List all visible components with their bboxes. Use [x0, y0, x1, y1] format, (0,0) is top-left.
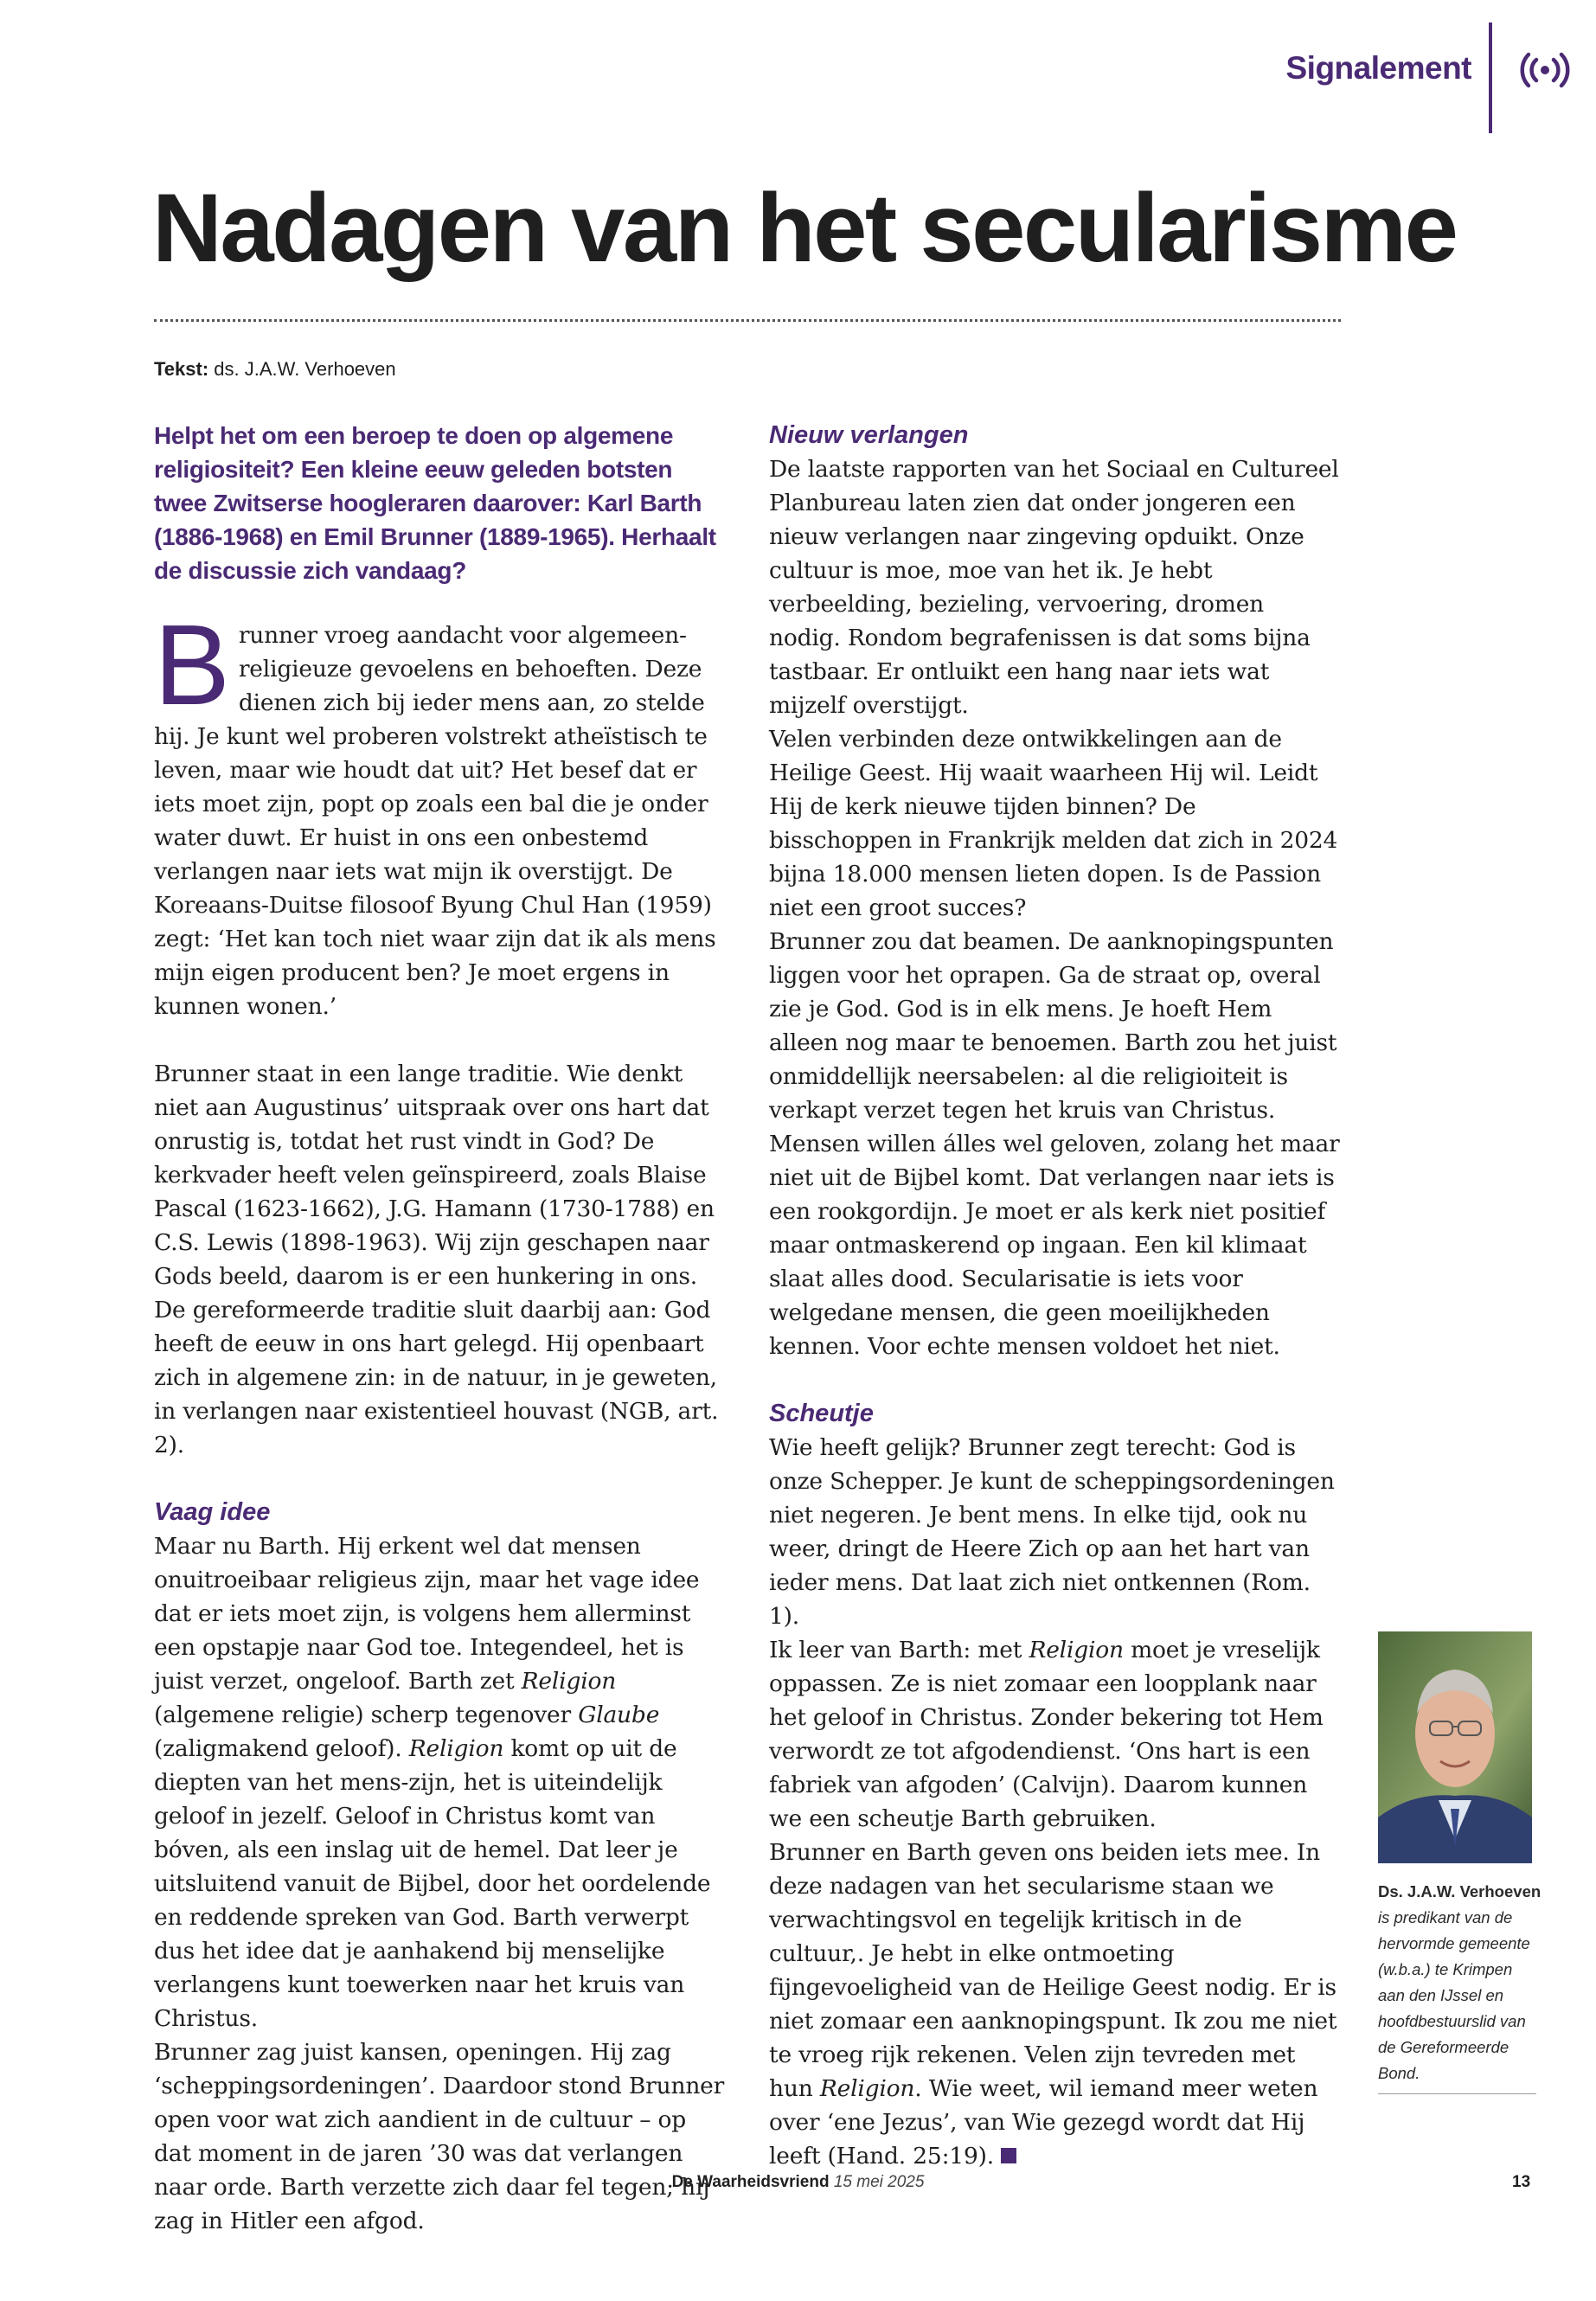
subheading-scheutje: Scheutje — [769, 1400, 874, 1427]
body-paragraph: Wie heeft gelijk? Brunner zegt terecht: God is onze Schepper. Je kunt de scheppingsordeningen niet negeren. Je bent mens. In elke tijd, ook nu weer, dringt de Heere Zich op aan het hart van ieder mens. Dat laat zich niet ontkennen (Rom. 1). — [769, 1434, 1335, 1630]
paragraph-text: Brunner en Barth geven ons beiden iets mee. In deze nadagen van het secularisme staan we verwachtingsvol en tegelijk kritisch in de cultuur,. Je hebt in elke ontmoeting fijngevoeligheid van de Heilige Geest nodig. Er is niet zomaar een aanknopingspunt. Ik zou me niet te vroeg rijk rekenen. Velen zijn tevreden met hun — [769, 1839, 1337, 2102]
body-paragraph: Brunner staat in een lange traditie. Wie denkt niet aan Augustinus’ uitspraak over ons hart dat onrustig is, totdat het rust vindt in God? De kerkvader heeft velen geïnspireerd, zoals Blaise Pascal (1623-1662), J.G. Hamann (1730-1788) en C.S. Lewis (1898-1963). Wij zijn geschapen naar Gods beeld, daarom is er een hunkering in ons. De gereformeerde traditie sluit daarbij aan: God heeft de eeuw in ons hart gelegd. Hij openbaart zich in algemene zin: in de natuur, in je geweten, in verlangen naar existentieel houvast (NGB, art. 2). — [154, 1061, 719, 1458]
body-paragraph — [769, 1836, 1342, 2173]
paragraph-text: (zaligmakend geloof). — [154, 1735, 409, 1762]
page-number: 13 — [1512, 2173, 1531, 2191]
drop-cap: B — [154, 601, 230, 728]
emphasis-religion: Religion — [819, 2075, 915, 2102]
end-of-article-mark — [1001, 2148, 1016, 2163]
paragraph-text: Maar nu Barth. Hij erkent wel dat mensen onuitroeibaar religieus zijn, maar het vage idee dat er iets moet zijn, is volgens hem allerminst een opstapje naar God toe. Integendeel, het is juist verzet, ongeloof. Barth zet — [154, 1533, 700, 1695]
title-divider — [154, 319, 1341, 322]
subheading-vaag-idee: Vaag idee — [154, 1498, 271, 1526]
emphasis-religion: Religion — [408, 1735, 504, 1762]
paragraph-text: runner vroeg aandacht voor algemeen-religieuze gevoelens en behoeften. Deze dienen zich bij ieder mens aan, zo stelde hij. Je kunt wel proberen volstrekt atheïstisch te leven, maar wie houdt dat uit? Het besef dat er iets moet zijn, popt op zoals een bal die je onder water duwt. Er huist in ons een onbestemd verlangen naar iets wat mijn ik overstijgt. De Koreaans-Duitse filosoof Byung Chul Han (1959) zegt: ‘Het kan toch niet waar zijn dat ik als mens mijn eigen producent ben? Je moet ergens in kunnen wonen.’ — [154, 622, 716, 1020]
byline — [154, 358, 396, 381]
paragraph-gap — [769, 1363, 1342, 1397]
issue-date: 15 mei 2025 — [833, 2173, 925, 2191]
paragraph-gap — [154, 1462, 727, 1496]
byline-label: Tekst: — [154, 358, 209, 380]
body-paragraph — [154, 1529, 727, 2035]
section-label: Signalement — [1285, 50, 1471, 86]
paragraph-gap — [154, 1023, 727, 1057]
article-title: Nadagen van het secularisme — [152, 174, 1457, 282]
author-portrait-image — [1378, 1631, 1532, 1863]
paragraph-text: komt op uit de diepten van het mens-zijn, het is uiteindelijk geloof in jezelf. Geloof in Christus komt van bóven, als een inslag uit de hemel. Dat leer je uitsluitend vanuit de Bijbel, door het oordelende en reddende spreken van God. Barth verwerpt dus het idee dat je aanhakend bij menselijke verlangens kunt toewerken naar het kruis van Christus. — [154, 1735, 711, 2032]
emphasis-glaube: Glaube — [578, 1702, 660, 1728]
left-column — [154, 419, 727, 2238]
paragraph-text: Ik leer van Barth: met — [769, 1637, 1029, 1663]
author-photo — [1378, 1631, 1532, 1863]
paragraph-text: moet je vreselijk oppassen. Ze is niet zomaar een loopplank naar het geloof in Christus. Zonder bekering tot Hem verwordt ze tot afgodendienst. ‘Ons hart is een fabriek van afgoden’ (Calvijn). Daarom kunnen we een scheutje Barth gebruiken. — [769, 1637, 1324, 1832]
emphasis-religion: Religion — [1029, 1637, 1124, 1663]
author-name: Ds. J.A.W. Verhoeven — [1378, 1882, 1542, 1900]
body-paragraph: De laatste rapporten van het Sociaal en Cultureel Planbureau laten zien dat onder jongeren een nieuw verlangen naar zingeving opduikt. Onze cultuur is moe, moe van het ik. Je hebt verbeelding, bezieling, vervoering, dromen nodig. Rondom begrafenissen is dat soms bijna tastbaar. Er ontluikt een hang naar iets wat mijzelf overstijgt. — [769, 456, 1339, 719]
emphasis-religion: Religion — [521, 1668, 617, 1695]
broadcast-signal-icon — [1520, 52, 1570, 88]
right-column — [769, 419, 1342, 2173]
author-caption — [1378, 1879, 1542, 2086]
body-paragraph: Velen verbinden deze ontwikkelingen aan de Heilige Geest. Hij waait waarheen Hij wil. Leidt Hij de kerk nieuwe tijden binnen? De bisschoppen in Frankrijk melden dat zich in 2024 bijna 18.000 mensen lieten dopen. Is de Passion niet een groot succes? — [769, 726, 1338, 921]
intro-paragraph: Helpt het om een beroep te doen op algemene religiositeit? Een kleine eeuw geleden botsten twee Zwitserse hoogleraren daarover: Karl Barth (1886-1968) en Emil Brunner (1889-1965). Herhaalt de discussie zich vandaag? — [154, 422, 716, 584]
byline-author: ds. J.A.W. Verhoeven — [214, 358, 396, 380]
body-paragraph: Brunner zag juist kansen, openingen. Hij zag ‘scheppingsordeningen’. Daardoor stond Brunner open voor wat zich aandient in de cultuur – op dat moment in de jaren ’30 was dat verlangen naar orde. Barth verzette zich daar fel tegen; hij zag in Hitler een afgod. — [154, 2039, 725, 2234]
body-paragraph: Brunner zou dat beamen. De aanknopingspunten liggen voor het oprapen. Ga de straat op, overal zie je God. God is in elk mens. Je hoeft Hem alleen nog maar te benoemen. Barth zou het juist onmiddellijk neersabelen: al die religioiteit is verkapt verzet tegen het kruis van Christus. Mensen willen álles wel geloven, zolang het maar niet uit de Bijbel komt. Dat verlangen naar iets is een rookgordijn. Je moet er als kerk niet positief maar ontmaskerend op ingaan. Een kil klimaat slaat alles dood. Secularisatie is iets voor welgedane mensen, die geen moeilijkheden kennen. Voor echte mensen voldoet het niet. — [769, 928, 1340, 1360]
paragraph-text: (algemene religie) scherp tegenover — [154, 1702, 579, 1728]
header-divider — [1489, 22, 1492, 133]
paragraph-text: . Wie weet, wil iemand meer weten over ‘ene Jezus’, van Wie gezegd wordt dat Hij leeft (Hand. 25:19). — [769, 2075, 1318, 2170]
subheading-nieuw-verlangen: Nieuw verlangen — [769, 421, 969, 449]
author-role: is predikant van de hervormde gemeente (w.b.a.) te Krimpen aan den IJssel en hoofdbestuurslid van de Gereformeerde Bond. — [1378, 1908, 1530, 2082]
body-paragraph — [154, 601, 727, 1023]
body-paragraph — [769, 1633, 1342, 1836]
page-footer — [0, 2173, 1596, 2192]
publication-name: De Waarheidsvriend — [671, 2173, 830, 2191]
caption-divider — [1378, 2093, 1536, 2094]
